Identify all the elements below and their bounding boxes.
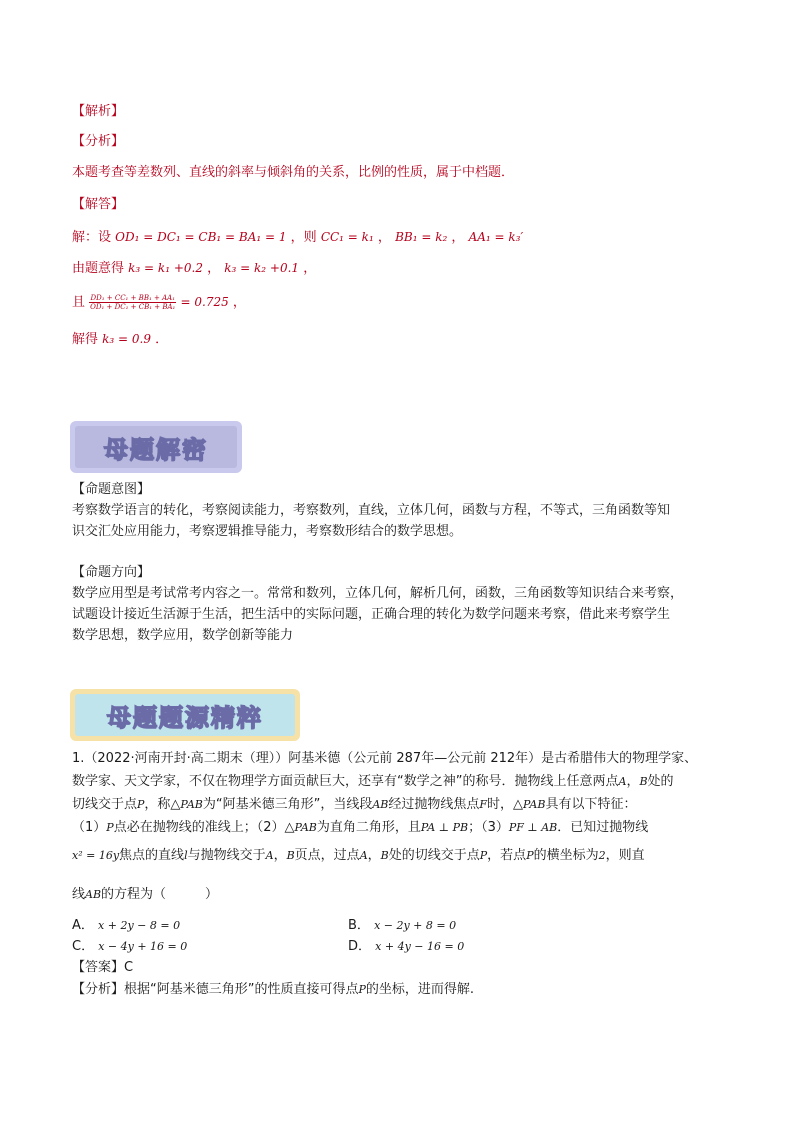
math-var: P [479, 849, 488, 862]
math-var: P [106, 821, 114, 834]
problem-line-5 [72, 848, 645, 864]
text: 由题意得 [72, 261, 125, 276]
text: ，则直 [605, 848, 645, 863]
text: 为直角二角形，且 [316, 820, 421, 835]
text: 页点，过点 [294, 848, 360, 863]
text: 处的 [647, 774, 674, 789]
text: 解得 [72, 332, 99, 347]
text: 且 [72, 295, 86, 310]
text: ，若点 [487, 848, 527, 863]
section-banner-mu-ti-ti-yuan-jing-cui [70, 689, 300, 741]
problem-line-4 [72, 820, 648, 836]
solution-line-1 [72, 229, 523, 246]
direction-line: 试题设计接近生活源于生活，把生活中的实际问题，正确合理的转化为数学问题来考察，借此来考察学生 [72, 607, 671, 622]
option-label: A． [72, 918, 94, 933]
math-expr: k₃ = 0.9 [102, 332, 152, 346]
analysis-line [72, 982, 474, 998]
ratio-fraction [89, 294, 176, 311]
option-label: C． [72, 939, 95, 954]
jiexi-heading: 【解析】 [72, 104, 125, 119]
section-banner-mu-ti-jie-mi [70, 421, 242, 473]
banner-title: 母题题源精粹 [107, 703, 263, 732]
fraction-denominator: OD₁ + DC₁ + CB₁ + BA₁ [90, 303, 176, 311]
math-var: A [359, 849, 368, 862]
intent-heading: 【命题意图】 [72, 482, 151, 497]
text: 经过抛物线焦点 [388, 797, 480, 812]
text: 数学家、天文学家，不仅在物理学方面贡献巨大，还享有“数学之神”的称号．抛物线上任意两点 [72, 774, 619, 789]
math-expr: = 0.725 [180, 295, 229, 309]
text: ， [451, 230, 465, 245]
math-var: AB [85, 888, 102, 901]
option-b [348, 918, 456, 934]
math-var: F [479, 798, 488, 811]
math-var: B [639, 775, 648, 788]
math-var: P [358, 983, 366, 996]
text: 解：设 [72, 230, 112, 245]
math-var: PAB [523, 798, 546, 811]
option-label: D． [348, 939, 372, 954]
math-var: A [265, 849, 274, 862]
option-expr: x − 4y + 16 = 0 [98, 940, 188, 953]
text: 处的切线交于点 [388, 848, 480, 863]
text: ；（3） [468, 820, 509, 835]
text: ， [207, 261, 221, 276]
option-expr: x + 4y − 16 = 0 [375, 940, 465, 953]
option-c [72, 939, 187, 955]
text: 具有以下特征： [545, 797, 637, 812]
math-var: B [286, 849, 295, 862]
text: 焦点的直线 [119, 848, 185, 863]
math-var: AB [372, 798, 389, 811]
jieda-heading: 【解答】 [72, 197, 125, 212]
math-var: PAB [180, 798, 203, 811]
solution-line-4 [72, 331, 168, 348]
text: 时，△ [487, 797, 524, 812]
text: ， [273, 848, 287, 863]
math-expr: AA₁ = k₃′ [468, 230, 524, 244]
solution-line-3 [72, 289, 246, 316]
text: ，称△ [144, 797, 181, 812]
fenxi-heading: 【分析】 [72, 134, 125, 149]
math-var: 2 [598, 849, 606, 862]
text: ， [626, 774, 640, 789]
math-expr: OD₁ = DC₁ = CB₁ = BA₁ = 1 [115, 230, 287, 244]
math-expr: k₃ = k₁ +0.2 [128, 261, 203, 275]
option-expr: x + 2y − 8 = 0 [98, 919, 181, 932]
option-d [348, 939, 464, 955]
text: 的坐标，进而得解. [365, 982, 475, 997]
solution-line-2 [72, 260, 316, 277]
text: （1） [72, 820, 107, 835]
intent-line: 识交汇处应用能力，考察逻辑推导能力，考察数形结合的数学思想。 [72, 524, 463, 539]
math-expr: CC₁ = k₁ [320, 230, 374, 244]
text: ，则 [290, 230, 317, 245]
math-expr: BB₁ = k₂ [395, 230, 448, 244]
direction-heading: 【命题方向】 [72, 565, 151, 580]
math-var: PAB [294, 821, 317, 834]
math-var: P [137, 798, 145, 811]
math-expr: x² = 16y [72, 849, 120, 862]
direction-line: 数学应用型是考试常考内容之一。常常和数列，立体几何，解析几何，函数，三角函数等知识结合来考察， [72, 586, 684, 601]
problem-line-2 [72, 774, 674, 790]
math-var: l [184, 849, 188, 862]
text: ．已知过抛物线 [557, 820, 649, 835]
option-expr: x − 2y + 8 = 0 [374, 919, 457, 932]
math-expr: PF ⊥ AB [508, 821, 558, 834]
math-var: B [380, 849, 389, 862]
banner-title: 母题解密 [104, 435, 208, 464]
option-label: B． [348, 918, 370, 933]
text: ， [367, 848, 381, 863]
option-a [72, 918, 180, 934]
text: 的方程为（ ） [101, 887, 219, 902]
text: ． [155, 332, 169, 347]
math-expr: PA ⊥ PB [420, 821, 469, 834]
problem-line-3 [72, 797, 636, 813]
text: 线 [72, 887, 86, 902]
text: ， [303, 261, 317, 276]
math-var: A [618, 775, 627, 788]
math-var: P [526, 849, 534, 862]
text: 的横坐标为 [533, 848, 599, 863]
math-expr: k₃ = k₂ +0.1 [224, 261, 300, 275]
intent-line: 考察数学语言的转化，考察阅读能力，考察数列，直线，立体几何，函数与方程，不等式，三角函数等知 [72, 503, 671, 518]
fenxi-text: 本题考查等差数列、直线的斜率与倾斜角的关系，比例的性质，属于中档题． [72, 165, 515, 180]
answer-line: 【答案】C [72, 960, 134, 975]
fraction-numerator: DD₁ + CC₁ + BB₁ + AA₁ [90, 294, 176, 302]
text: 点必在抛物线的准线上；（2）△ [113, 820, 295, 835]
text: ， [377, 230, 391, 245]
text: 与抛物线交于 [187, 848, 266, 863]
problem-line-6 [72, 887, 218, 903]
text: 【分析】根据“阿基米德三角形”的性质直接可得点 [72, 982, 359, 997]
text: 切线交于点 [72, 797, 138, 812]
text: 为“阿基米德三角形”，当线段 [202, 797, 373, 812]
text: ， [232, 295, 246, 310]
problem-line-1: 1.（2022·河南开封·高二期末（理））阿基米德（公元前 287年—公元前 212年）是古希腊伟大的物理学家、 [72, 751, 698, 766]
direction-line: 数学思想，数学应用，数学创新等能力 [72, 628, 294, 643]
